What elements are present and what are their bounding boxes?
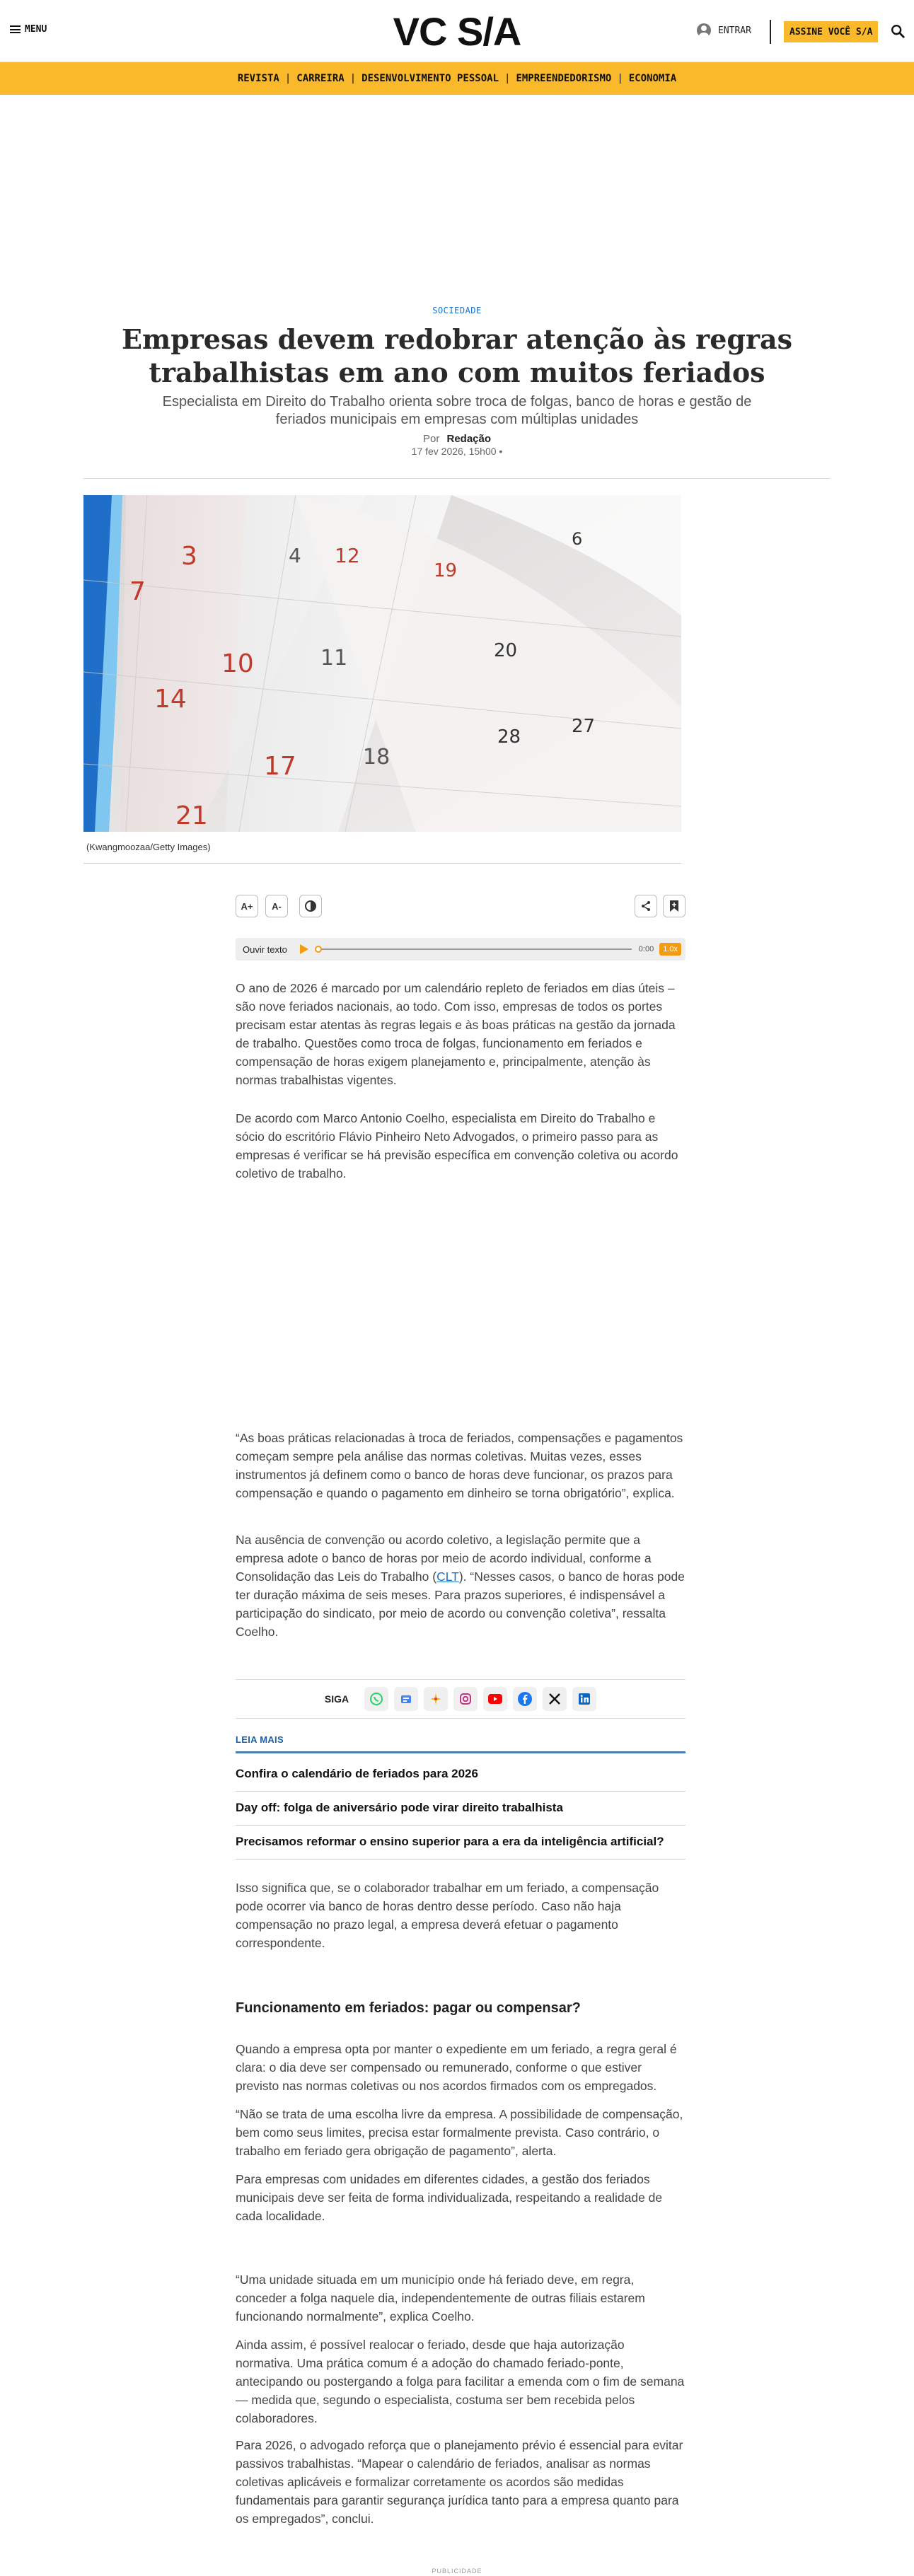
- calendar-number: 6: [572, 529, 583, 549]
- divider: [83, 478, 831, 479]
- hamburger-icon: [10, 25, 21, 33]
- play-icon[interactable]: [300, 944, 308, 954]
- image-caption: (Kwangmoozaa/Getty Images): [86, 842, 211, 852]
- linkedin-icon[interactable]: [572, 1687, 596, 1711]
- bookmark-icon: [669, 900, 680, 912]
- nav-item-empreendedorismo[interactable]: EMPREENDEDORISMO: [516, 73, 612, 84]
- paragraph: De acordo com Marco Antonio Coelho, especialista em Direito do Trabalho e sócio do escritório Flávio Pinheiro Neto Advogados, o primeiro passo para as empresas é verificar se há previsão específica em convenção coletiva ou acordo coletivo de trabalho.: [236, 1111, 678, 1180]
- paragraph: “As boas práticas relacionadas à troca de feriados, compensações e pagamentos começam sempre pela análise das normas coletivas. Muitas vezes, esses instrumentos já definem como o banco de horas deve funcionar, os prazos para compensação e quando o pagamento em dinheiro se torna obrigatório”, explica.: [236, 1431, 683, 1500]
- bookmark-button[interactable]: [663, 895, 686, 917]
- category-nav: [0, 62, 914, 95]
- calendar-number: 3: [181, 542, 197, 571]
- menu-label: MENU: [25, 24, 47, 35]
- instagram-icon[interactable]: [453, 1687, 478, 1711]
- article-subtitle: Especialista em Direito do Trabalho orienta sobre troca de folgas, banco de horas e gestão de feriados municipais em empresas com múltiplas unidades: [162, 394, 752, 427]
- google-discover-icon[interactable]: [424, 1687, 448, 1711]
- paragraph-text: Na ausência de convenção ou acordo coletivo, a legislação permite que a empresa adote o banco de horas por meio de acordo individual, conforme a Consolidação das Leis do Trabalho (: [236, 1533, 652, 1584]
- site-logo[interactable]: VC S/A: [393, 9, 521, 54]
- author-name[interactable]: Redação: [446, 433, 492, 445]
- divider: [83, 863, 681, 864]
- audio-time: 0:00: [638, 945, 654, 953]
- calendar-number: 17: [264, 752, 296, 781]
- x-twitter-icon[interactable]: [543, 1687, 567, 1711]
- calendar-number: 11: [320, 646, 348, 671]
- calendar-number: 12: [335, 544, 360, 567]
- paragraph: “Uma unidade situada em um município onde há feriado deve, em regra, conceder a folga naquele dia, independentemente de outras filiais estarem funcionando normalmente”, explica Coelho.: [236, 2273, 645, 2323]
- follow-label: SIGA: [324, 1693, 349, 1705]
- read-more-rule: [236, 1751, 686, 1753]
- login-label: ENTRAR: [718, 25, 751, 36]
- audio-label: Ouvir texto: [243, 944, 287, 955]
- calendar-number: 4: [289, 544, 301, 567]
- font-decrease-button[interactable]: A-: [265, 895, 288, 917]
- contrast-icon: [304, 900, 317, 912]
- calendar-number: 19: [434, 560, 458, 581]
- calendar-number: 10: [221, 649, 254, 678]
- section-subtitle: Funcionamento em feriados: pagar ou compensar?: [236, 2000, 581, 2016]
- calendar-number: 20: [494, 640, 518, 661]
- search-icon[interactable]: [890, 23, 906, 39]
- calendar-photo: [83, 495, 681, 832]
- nav-separator: |: [504, 73, 511, 84]
- youtube-icon[interactable]: [483, 1687, 507, 1711]
- paragraph: O ano de 2026 é marcado por um calendário repleto de feriados em dias úteis – são nove feriados nacionais, ao todo. Com isso, empresas de todos os portes precisam estar atentas às regras legais e às boas práticas na gestão da jornada de trabalho. Questões como troca de folgas, funcionamento em feriados e compensação de horas exigem planejamento e, principalmente, atenção às normas trabalhistas vigentes.: [236, 981, 676, 1087]
- subscribe-button[interactable]: ASSINE VOCÊ S/A: [784, 21, 878, 42]
- whatsapp-icon[interactable]: [364, 1687, 388, 1711]
- share-icon: [640, 900, 652, 912]
- byline-prefix: Por: [422, 433, 440, 445]
- read-more-link[interactable]: Confira o calendário de feriados para 2026: [236, 1767, 478, 1780]
- header-divider: [770, 20, 771, 44]
- calendar-number: 14: [154, 685, 187, 714]
- ad-label: PUBLICIDADE: [432, 2568, 482, 2575]
- calendar-number: 28: [497, 726, 521, 748]
- nav-separator: |: [284, 73, 291, 84]
- byline: [0, 433, 914, 445]
- read-more-label: LEIA MAIS: [236, 1734, 284, 1745]
- article-tools: [236, 895, 686, 917]
- paragraph: Isso significa que, se o colaborador trabalhar em um feriado, a compensação pode ocorrer via banco de horas dentro desse período. Caso não haja compensação no prazo legal, a empresa deverá efetuar o pagamento correspondente.: [236, 1881, 659, 1950]
- audio-progress-knob[interactable]: [315, 946, 322, 953]
- divider: [236, 1791, 686, 1792]
- user-icon: [697, 23, 711, 37]
- share-button[interactable]: [635, 895, 657, 917]
- read-more-link[interactable]: Day off: folga de aniversário pode virar direito trabalhista: [236, 1801, 563, 1814]
- calendar-number: 7: [129, 577, 146, 606]
- audio-progress-slider[interactable]: [318, 948, 632, 950]
- paragraph: Quando a empresa opta por manter o expediente em um feriado, a regra geral é clara: o dia deve ser compensado ou remunerado, conforme o que estiver previsto nas normas coletivas ou nos acordos firmados com os empregados.: [236, 2042, 677, 2093]
- read-more-link[interactable]: Precisamos reformar o ensino superior para a era da inteligência artificial?: [236, 1835, 664, 1848]
- paragraph: Para 2026, o advogado reforça que o planejamento prévio é essencial para evitar passivos trabalhistas. “Mapear o calendário de feriados, analisar as normas coletivas aplicáveis e formalizar corretamente os acordos são medidas fundamentais para garantir segurança jurídica tanto para a empresa quanto para os empregados”, conclui.: [236, 2438, 683, 2526]
- clt-link[interactable]: CLT: [436, 1570, 459, 1584]
- nav-item-desenvolvimento-pessoal[interactable]: DESENVOLVIMENTO PESSOAL: [361, 73, 499, 84]
- font-increase-button[interactable]: A+: [236, 895, 258, 917]
- social-follow-bar: [236, 1679, 686, 1719]
- login-button[interactable]: [697, 23, 751, 37]
- audio-speed-button[interactable]: 1.0x: [659, 943, 681, 956]
- calendar-number: 18: [363, 745, 391, 770]
- calendar-number: 21: [175, 801, 208, 830]
- paragraph: “Não se trata de uma escolha livre da empresa. A possibilidade de compensação, bem como seus limites, precisa estar formalmente prevista. Caso contrário, o trabalho em feriado gera obrigação de pagamento”, alerta.: [236, 2107, 683, 2158]
- menu-button[interactable]: [10, 24, 47, 35]
- site-header: [0, 0, 914, 62]
- divider: [236, 1825, 686, 1826]
- google-news-icon[interactable]: [394, 1687, 418, 1711]
- hero-image: [83, 495, 681, 832]
- nav-item-economia[interactable]: ECONOMIA: [628, 73, 677, 84]
- paragraph: [236, 1531, 686, 1641]
- nav-separator: |: [349, 73, 357, 84]
- calendar-number: 27: [572, 716, 596, 737]
- article-title: Empresas devem redobrar atenção às regras trabalhistas em ano com muitos feriados: [122, 323, 792, 388]
- contrast-button[interactable]: [299, 895, 322, 917]
- publish-date: 17 fev 2026, 15h00 •: [411, 446, 503, 457]
- paragraph: Ainda assim, é possível realocar o feriado, desde que haja autorização normativa. Uma prática comum é a adoção do chamado feriado-ponte, antecipando ou postergando a folga para facilitar a emenda com o fim de semana — medida que, segundo o especialista, costuma ser bem recebida pelos colaboradores.: [236, 2338, 685, 2425]
- facebook-icon[interactable]: [513, 1687, 537, 1711]
- audio-player: [236, 938, 686, 961]
- article-kicker[interactable]: SOCIEDADE: [432, 306, 482, 315]
- nav-item-carreira[interactable]: CARREIRA: [296, 73, 345, 84]
- divider: [236, 1859, 686, 1860]
- nav-item-revista[interactable]: REVISTA: [237, 73, 279, 84]
- paragraph: Para empresas com unidades em diferentes cidades, a gestão dos feriados municipais deve ser feita de forma individualizada, respeitando a realidade de cada localidade.: [236, 2172, 663, 2223]
- paragraph-text: ). “Nesses casos, o banco de horas pode ter duração máxima de seis meses. Para prazos superiores, é indispensável a participação do sindicato, por meio de acordo ou convenção coletiva”, ressalta Coelho.: [236, 1570, 685, 1639]
- nav-separator: |: [617, 73, 623, 84]
